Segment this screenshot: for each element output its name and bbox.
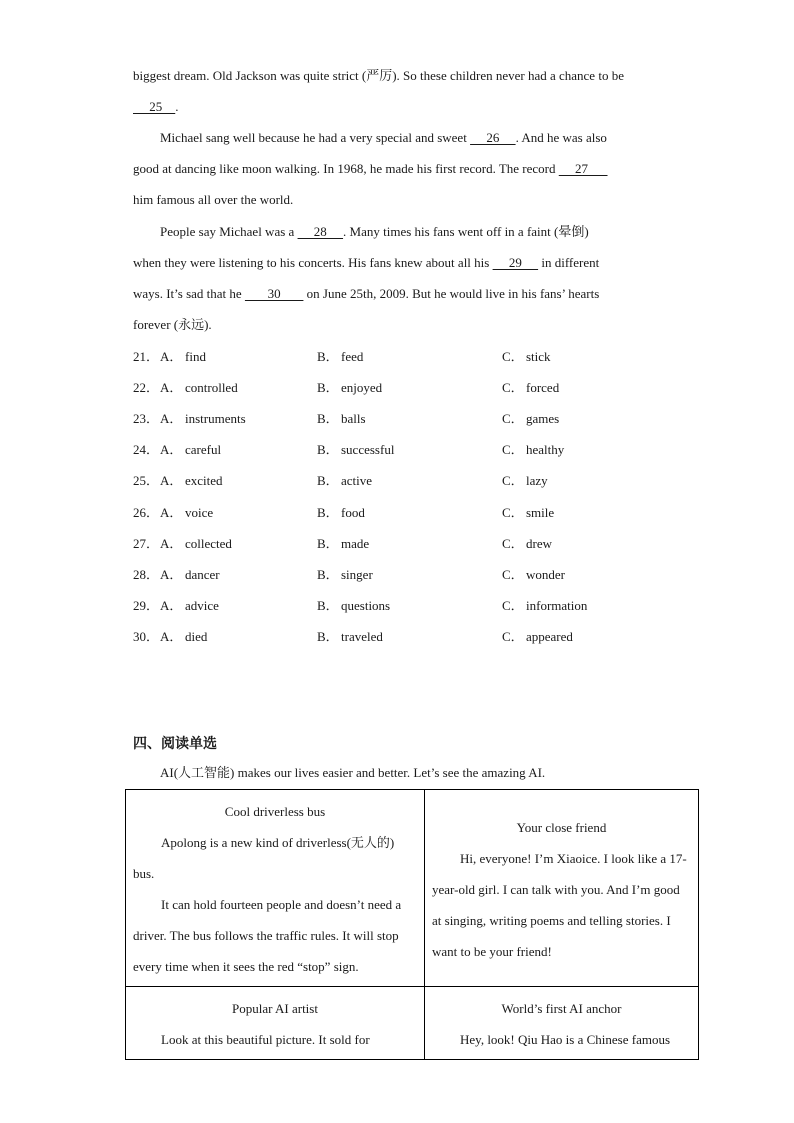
choice-c-label: C．: [502, 567, 524, 582]
choice-b[interactable]: balls: [341, 411, 366, 426]
anchor-title: World’s first AI anchor: [501, 1001, 622, 1016]
choice-c[interactable]: wonder: [526, 567, 565, 582]
choice-c[interactable]: forced: [526, 380, 560, 395]
choice-a[interactable]: died: [185, 629, 208, 644]
choice-a-label: A．: [160, 473, 183, 488]
option-row: [133, 410, 733, 428]
blank-27: 27: [558, 161, 608, 176]
passage-line: [133, 254, 599, 272]
option-row: [133, 472, 733, 490]
option-row: [133, 597, 733, 615]
choice-b-label: B．: [317, 442, 339, 457]
choice-b[interactable]: made: [341, 536, 370, 551]
question-number: 30．: [133, 629, 160, 644]
option-row: [133, 504, 733, 522]
choice-b[interactable]: questions: [341, 598, 391, 613]
choice-c[interactable]: healthy: [526, 442, 565, 457]
choice-c-label: C．: [502, 629, 524, 644]
table-row: [126, 987, 699, 1060]
choice-a-label: A．: [160, 536, 183, 551]
question-number: 24．: [133, 442, 160, 457]
choice-a-label: A．: [160, 629, 183, 644]
choice-a[interactable]: excited: [185, 473, 223, 488]
bus-cell: [126, 790, 425, 987]
choice-a-label: A．: [160, 442, 183, 457]
choice-a-label: A．: [160, 380, 183, 395]
choice-b[interactable]: traveled: [341, 629, 383, 644]
choice-c[interactable]: appeared: [526, 629, 573, 644]
friend-cell: [425, 790, 699, 987]
section-intro: AI(人工智能) makes our lives easier and better. Let’s see the amazing AI.: [160, 765, 546, 780]
passage-text: Michael sang well because he had a very special and sweet: [160, 130, 471, 145]
choice-b-label: B．: [317, 567, 339, 582]
option-row: [133, 379, 733, 397]
choice-b[interactable]: food: [341, 505, 365, 520]
choice-a[interactable]: find: [185, 349, 206, 364]
passage-line: [133, 191, 293, 209]
passage-line: [133, 67, 624, 85]
choice-a-label: A．: [160, 567, 183, 582]
artist-cell: [126, 987, 425, 1060]
choice-b[interactable]: feed: [341, 349, 364, 364]
choice-b-label: B．: [317, 473, 339, 488]
passage-text: . Many times his fans went off in a faint (晕倒): [343, 224, 589, 239]
choice-c[interactable]: information: [526, 598, 588, 613]
question-number: 27．: [133, 536, 160, 551]
choice-b-label: B．: [317, 411, 339, 426]
choice-a[interactable]: instruments: [185, 411, 246, 426]
blank-29: 29: [492, 255, 539, 270]
blank-30: 30: [244, 286, 304, 301]
passage-text: in different: [538, 255, 600, 270]
choice-b-label: B．: [317, 629, 339, 644]
choice-b[interactable]: singer: [341, 567, 373, 582]
choice-c-label: C．: [502, 598, 524, 613]
passage-text: .: [175, 99, 179, 114]
artist-title: Popular AI artist: [232, 1001, 318, 1016]
table-row: [126, 790, 699, 987]
choice-b-label: B．: [317, 598, 339, 613]
choice-c-label: C．: [502, 442, 524, 457]
passage-line: [160, 129, 607, 147]
option-row: [133, 566, 733, 584]
passage-line: [133, 285, 599, 303]
option-row: [133, 348, 733, 366]
artist-paragraph: Look at this beautiful picture. It sold for: [161, 1032, 370, 1047]
question-number: 28．: [133, 567, 160, 582]
choice-c[interactable]: drew: [526, 536, 552, 551]
choice-a[interactable]: collected: [185, 536, 232, 551]
choice-c-label: C．: [502, 473, 524, 488]
choice-c[interactable]: lazy: [526, 473, 548, 488]
passage-text: on June 25th, 2009. But he would live in his fans’ hearts: [303, 286, 600, 301]
choice-c-label: C．: [502, 536, 524, 551]
blank-25: 25: [133, 99, 176, 114]
bus-paragraph: Apolong is a new kind of driverless(无人的) bus.: [133, 835, 395, 881]
choice-c[interactable]: smile: [526, 505, 555, 520]
choice-a-label: A．: [160, 349, 183, 364]
passage-text: People say Michael was a: [160, 224, 298, 239]
choice-c-label: C．: [502, 349, 524, 364]
option-row: [133, 628, 733, 646]
section-heading: 四、阅读单选: [133, 736, 217, 752]
choice-a-label: A．: [160, 598, 183, 613]
choice-a[interactable]: advice: [185, 598, 219, 613]
question-number: 21．: [133, 349, 160, 364]
bus-paragraph: It can hold fourteen people and doesn’t need a driver. The bus follows the traffic rules. It will stop every time when it sees the red “stop” sign.: [133, 897, 402, 974]
bus-title: Cool driverless bus: [224, 804, 326, 819]
question-number: 26．: [133, 505, 160, 520]
passage-text: when they were listening to his concerts. His fans knew about all his: [133, 255, 493, 270]
anchor-cell: [425, 987, 699, 1060]
passage-text: forever (永远).: [133, 317, 212, 332]
anchor-paragraph: Hey, look! Qiu Hao is a Chinese famous: [460, 1032, 671, 1047]
passage-text: him famous all over the world.: [133, 192, 294, 207]
choice-b[interactable]: enjoyed: [341, 380, 383, 395]
passage-text: . And he was also: [515, 130, 607, 145]
choice-b-label: B．: [317, 349, 339, 364]
choice-c-label: C．: [502, 380, 524, 395]
choice-a[interactable]: dancer: [185, 567, 220, 582]
choice-c[interactable]: games: [526, 411, 560, 426]
friend-title: Your close friend: [516, 819, 607, 835]
blank-28: 28: [297, 224, 344, 239]
passage-line: [133, 98, 179, 116]
choice-b-label: B．: [317, 380, 339, 395]
option-row: [133, 441, 733, 459]
choice-c[interactable]: stick: [526, 349, 551, 364]
choice-b[interactable]: successful: [341, 442, 395, 457]
choice-b[interactable]: active: [341, 473, 373, 488]
choice-c-label: C．: [502, 505, 524, 520]
passage-line: [160, 223, 589, 241]
choice-a[interactable]: controlled: [185, 380, 238, 395]
question-number: 23．: [133, 411, 160, 426]
passage-line: [133, 160, 608, 178]
question-number: 22．: [133, 380, 160, 395]
choice-b-label: B．: [317, 536, 339, 551]
choice-c-label: C．: [502, 411, 524, 426]
passage-text: biggest dream. Old Jackson was quite strict (严厉). So these children never had a chance to be: [133, 68, 624, 83]
passage-text: good at dancing like moon walking. In 1968, he made his first record. The record: [133, 161, 559, 176]
friend-paragraph: Hi, everyone! I’m Xiaoice. I look like a 17-year-old girl. I can talk with you. And I’m good at singing, writing poems and telling stories. I want to be your friend!: [432, 850, 687, 959]
choice-b-label: B．: [317, 505, 339, 520]
option-row: [133, 535, 733, 553]
question-number: 29．: [133, 598, 160, 613]
ai-table: [125, 789, 699, 1060]
blank-26: 26: [470, 130, 516, 145]
choice-a-label: A．: [160, 505, 183, 520]
passage-text: ways. It’s sad that he: [133, 286, 245, 301]
question-number: 25．: [133, 473, 160, 488]
passage-line: [133, 316, 212, 334]
choice-a[interactable]: voice: [185, 505, 214, 520]
choice-a[interactable]: careful: [185, 442, 222, 457]
choice-a-label: A．: [160, 411, 183, 426]
